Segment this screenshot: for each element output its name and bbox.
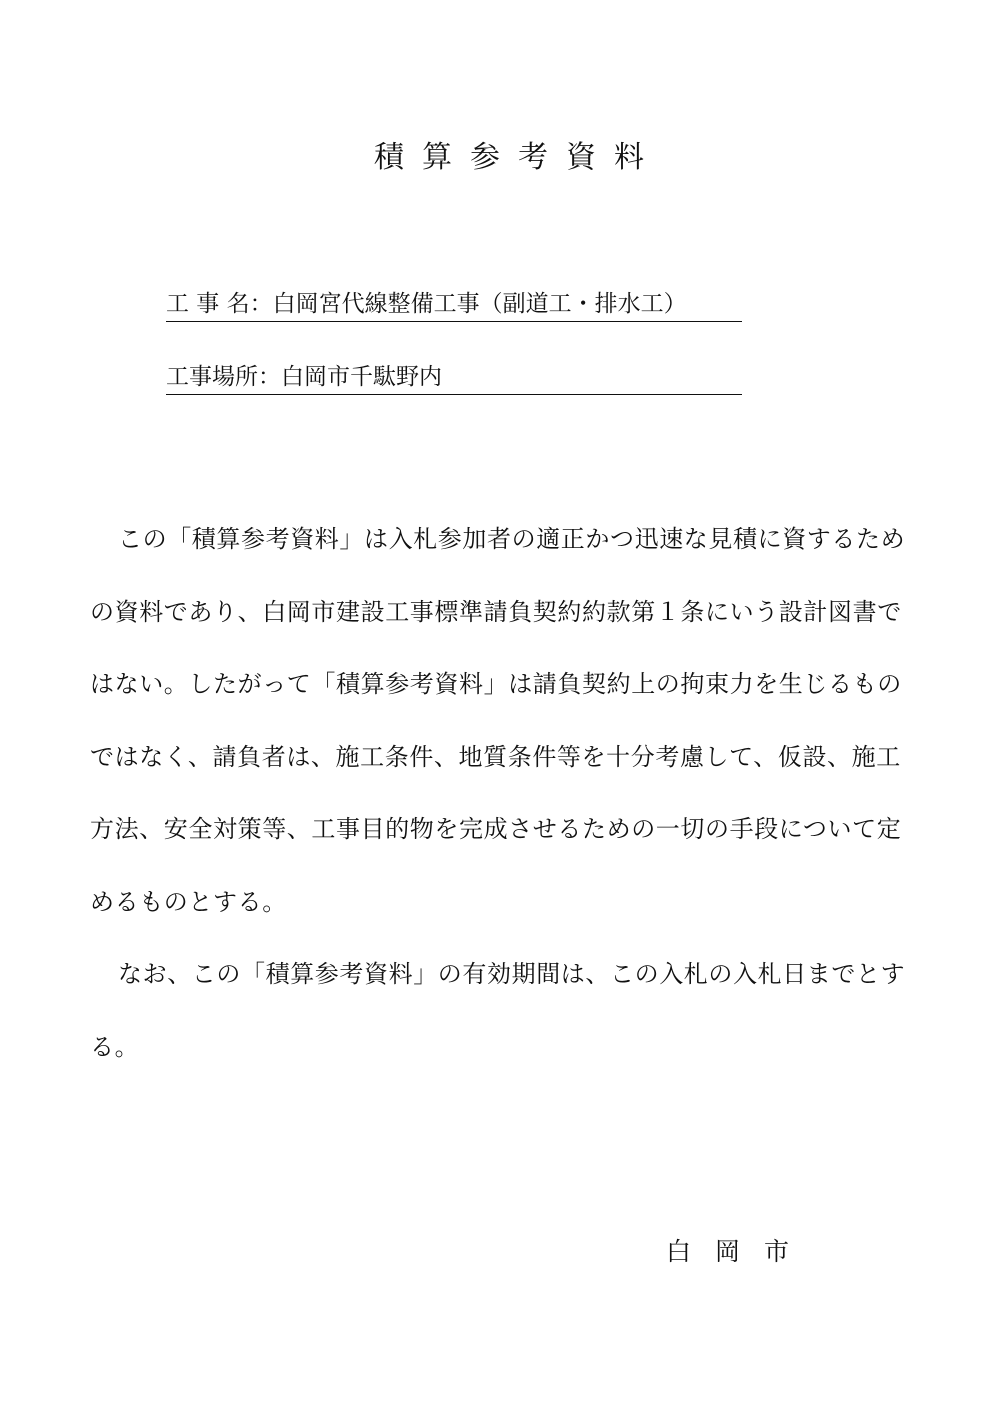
validity-paragraph (90, 938, 920, 1083)
project-location-value: 白岡市千駄野内 (281, 364, 442, 390)
disclaimer-paragraph-text: この「積算参考資料」は入札参加者の適正かつ迅速な見積に資するための資料であり、白岡市建設工事標準請負契約約款第１条にいう設計図書ではない。したがって「積算参考資料」は請負契約上の拘束力を生じるものではなく、請負者は、施工条件、地質条件等を十分考慮して、仮設、施工方法、安全対策等、工事目的物を完成させるための一切の手段について定めるものとする。 (90, 525, 906, 916)
validity-paragraph-text: なお、この「積算参考資料」の有効期間は、この入札の入札日までとする。 (90, 960, 906, 1061)
issuer-signature: 白岡市 (666, 1237, 814, 1266)
project-name-field (166, 287, 742, 322)
project-name-value: 白岡宮代線整備工事（副道工・排水工） (272, 291, 687, 317)
project-name-label: 工 事 名： (166, 291, 273, 317)
project-location-field (166, 360, 742, 395)
disclaimer-paragraph (90, 503, 920, 938)
document-title: 積算参考資料 (374, 140, 662, 175)
project-location-label: 工事場所： (166, 364, 281, 390)
